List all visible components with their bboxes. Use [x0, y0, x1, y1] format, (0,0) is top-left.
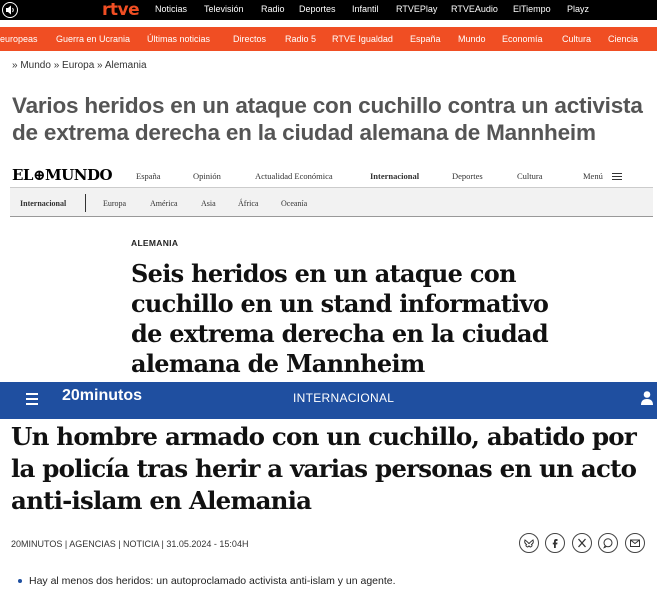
menu-icon[interactable]: [612, 173, 622, 180]
elmundo-subnav-item[interactable]: Oceanía: [281, 199, 308, 208]
elmundo-subnav-item[interactable]: Europa: [103, 199, 127, 208]
divider: [10, 216, 653, 217]
speaker-icon[interactable]: [2, 2, 18, 18]
email-icon[interactable]: [625, 533, 645, 553]
rtve-subnav-item[interactable]: europeas: [0, 34, 38, 44]
elmundo-headline: Seis heridos en un ataque con cuchillo en un stand informativo de extrema derecha en la ciudad alemana de Mannheim: [131, 259, 549, 378]
user-icon[interactable]: [640, 390, 654, 406]
rtve-nav-item[interactable]: Infantil: [352, 4, 379, 14]
rtve-subnav-item[interactable]: Economía: [502, 34, 543, 44]
rtve-subnav-item[interactable]: Últimas noticias: [147, 34, 211, 44]
rtve-subnav-item[interactable]: Cultura: [562, 34, 592, 44]
elmundo-subnav-section[interactable]: Internacional: [20, 199, 67, 208]
rtve-subnav-item[interactable]: Ciencia: [608, 34, 639, 44]
bullet-dot: [18, 579, 22, 583]
elmundo-logo[interactable]: EL⊕MUNDO: [12, 166, 113, 184]
rtve-subnav-item[interactable]: España: [410, 34, 441, 44]
rtve-nav-item[interactable]: Noticias: [155, 4, 188, 14]
facebook-icon[interactable]: [545, 533, 565, 553]
article-meta: 20MINUTOS | AGENCIAS | NOTICIA | 31.05.2024 - 15:04H: [11, 539, 249, 549]
elmundo-nav-item[interactable]: España: [136, 171, 161, 181]
rtve-subnav-item[interactable]: Mundo: [458, 34, 486, 44]
rtve-subnav-item[interactable]: Guerra en Ucrania: [56, 34, 131, 44]
x-icon[interactable]: [572, 533, 592, 553]
elmundo-nav-item[interactable]: Cultura: [517, 171, 543, 181]
whatsapp-icon[interactable]: [598, 533, 618, 553]
minutos20-headline: Un hombre armado con un cuchillo, abatido por la policía tras herir a varias personas en un acto anti-islam en Alemania: [11, 422, 637, 515]
elmundo-subnav-item[interactable]: América: [150, 199, 178, 208]
elmundo-menu-label[interactable]: Menú: [583, 171, 603, 181]
rtve-nav-item[interactable]: Televisión: [204, 4, 244, 14]
elmundo-subnav-item[interactable]: Asia: [201, 199, 216, 208]
section-label[interactable]: ALEMANIA: [131, 238, 179, 248]
rtve-nav-item[interactable]: RTVEAudio: [451, 4, 498, 14]
minutos20-logo[interactable]: 20minutos: [62, 387, 143, 404]
rtve-nav-item[interactable]: RTVEPlay: [396, 4, 438, 14]
bluesky-icon[interactable]: [519, 533, 539, 553]
minutos20-section-title[interactable]: INTERNACIONAL: [293, 391, 395, 405]
rtve-subnav-item[interactable]: Radio 5: [285, 34, 317, 44]
rtve-nav-item[interactable]: Playz: [567, 4, 590, 14]
elmundo-nav-item[interactable]: Opinión: [193, 171, 221, 181]
rtve-nav-item[interactable]: Deportes: [299, 4, 336, 14]
rtve-nav-item[interactable]: Radio: [261, 4, 285, 14]
rtve-headline: Varios heridos en un ataque con cuchillo contra un activista de extrema derecha en la ciudad alemana de Mannheim: [12, 93, 643, 145]
summary-bullet: Hay al menos dos heridos: un autoproclamado activista anti-islam y un agente.: [29, 575, 396, 587]
divider: [85, 194, 86, 212]
elmundo-nav-item[interactable]: Actualidad Económica: [255, 171, 333, 181]
breadcrumb[interactable]: » Mundo » Europa » Alemania: [12, 60, 147, 71]
elmundo-nav-item-active[interactable]: Internacional: [370, 171, 420, 181]
rtve-subnav-item[interactable]: Directos: [233, 34, 267, 44]
rtve-logo[interactable]: rtve: [102, 0, 140, 20]
rtve-nav-item[interactable]: ElTiempo: [513, 4, 551, 14]
hamburger-menu-icon[interactable]: [26, 393, 38, 405]
rtve-subnav-item[interactable]: RTVE Igualdad: [332, 34, 393, 44]
elmundo-nav-item[interactable]: Deportes: [452, 171, 483, 181]
elmundo-subnav-item[interactable]: África: [238, 199, 259, 208]
